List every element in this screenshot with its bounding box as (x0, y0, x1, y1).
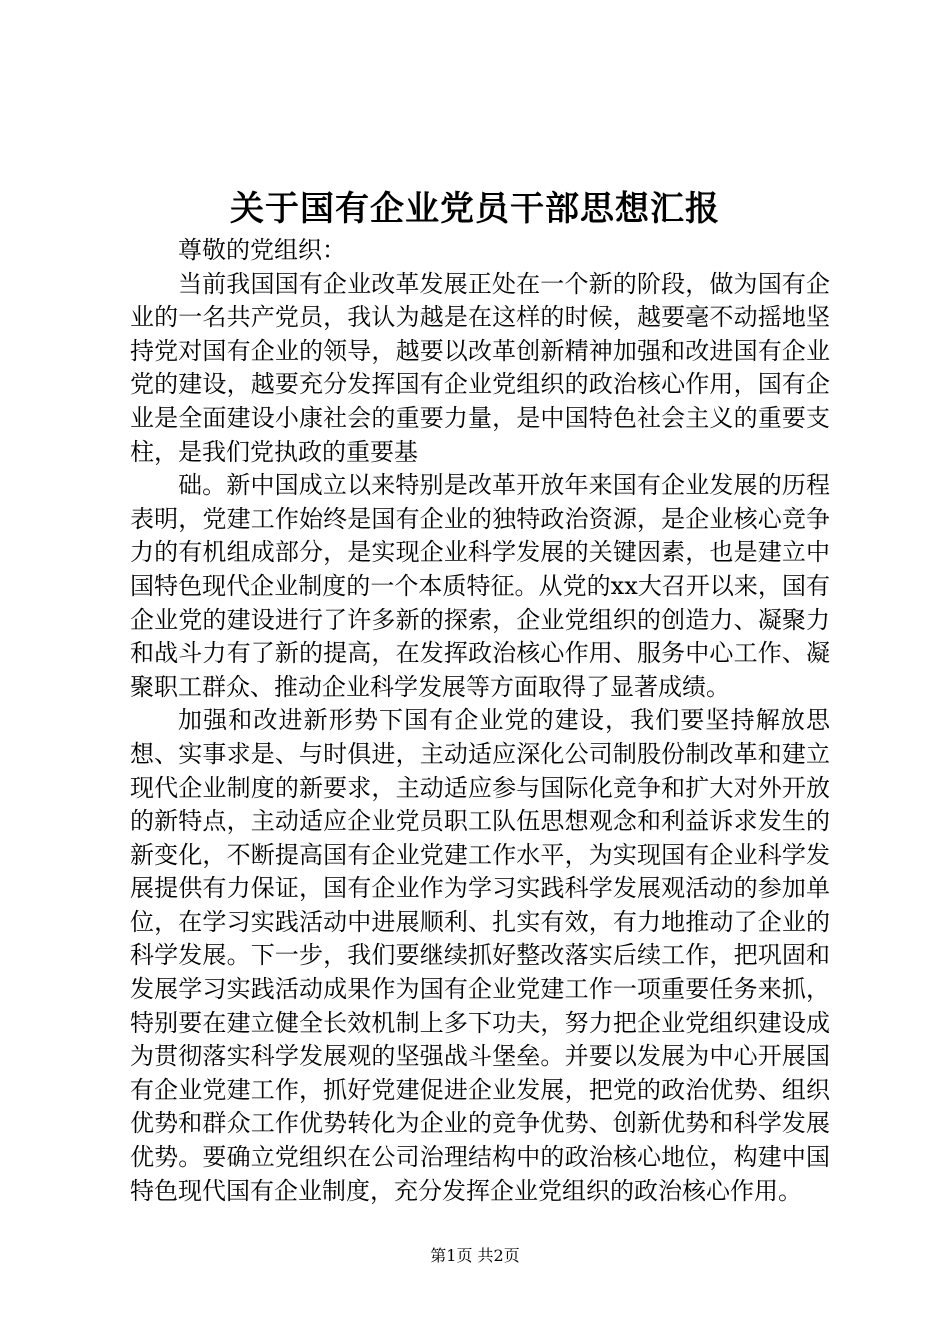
paragraph-2: 础。新中国成立以来特别是改革开放年来国有企业发展的历程表明，党建工作始终是国有企业的独特政治资源，是企业核心竞争力的有机组成部分，是实现企业科学发展的关键因素，也是建立中国特色现代企业制度的一个本质特征。从党的xx大召开以来，国有企业党的建设进行了许多新的探索，企业党组织的创造力、凝聚力和战斗力有了新的提高，在发挥政治核心作用、服务中心工作、凝聚职工群众、推动企业科学发展等方面取得了显著成绩。 (130, 471, 830, 701)
document-title: 关于国有企业党员干部思想汇报 (230, 189, 720, 229)
paragraph-3: 加强和改进新形势下国有企业党的建设，我们要坚持解放思想、实事求是、与时俱进，主动适应深化公司制股份制改革和建立现代企业制度的新要求，主动适应参与国际化竞争和扩大对外开放的新特点，主动适应企业党员职工队伍思想观念和利益诉求发生的新变化，不断提高国有企业党建工作水平，为实现国有企业科学发展提供有力保证，国有企业作为学习实践科学发展观活动的参加单位，在学习实践活动中进展顺利、扎实有效，有力地推动了企业的科学发展。下一步，我们要继续抓好整改落实后续工作，把巩固和发展学习实践活动成果作为国有企业党建工作一项重要任务来抓，特别要在建立健全长效机制上多下功夫，努力把企业党组织建设成为贯彻落实科学发展观的坚强战斗堡垒。并要以发展为中心开展国有企业党建工作，抓好党建促进企业发展，把党的政治优势、组织优势和群众工作优势转化为企业的竞争优势、创新优势和科学发展优势。要确立党组织在公司治理结构中的政治核心地位，构建中国特色现代国有企业制度，充分发挥企业党组织的政治核心作用。 (130, 706, 830, 1205)
document-body (130, 234, 830, 1208)
page-number-footer: 第1页 共2页 (430, 1246, 520, 1265)
paragraph-1: 当前我国国有企业改革发展正处在一个新的阶段，做为国有企业的一名共产党员，我认为越是在这样的时候，越要毫不动摇地坚持党对国有企业的领导，越要以改革创新精神加强和改进国有企业党的建设，越要充分发挥国有企业党组织的政治核心作用，国有企业是全面建设小康社会的重要力量，是中国特色社会主义的重要支柱，是我们党执政的重要基 (130, 269, 830, 466)
salutation: 尊敬的党组织： (178, 236, 346, 264)
